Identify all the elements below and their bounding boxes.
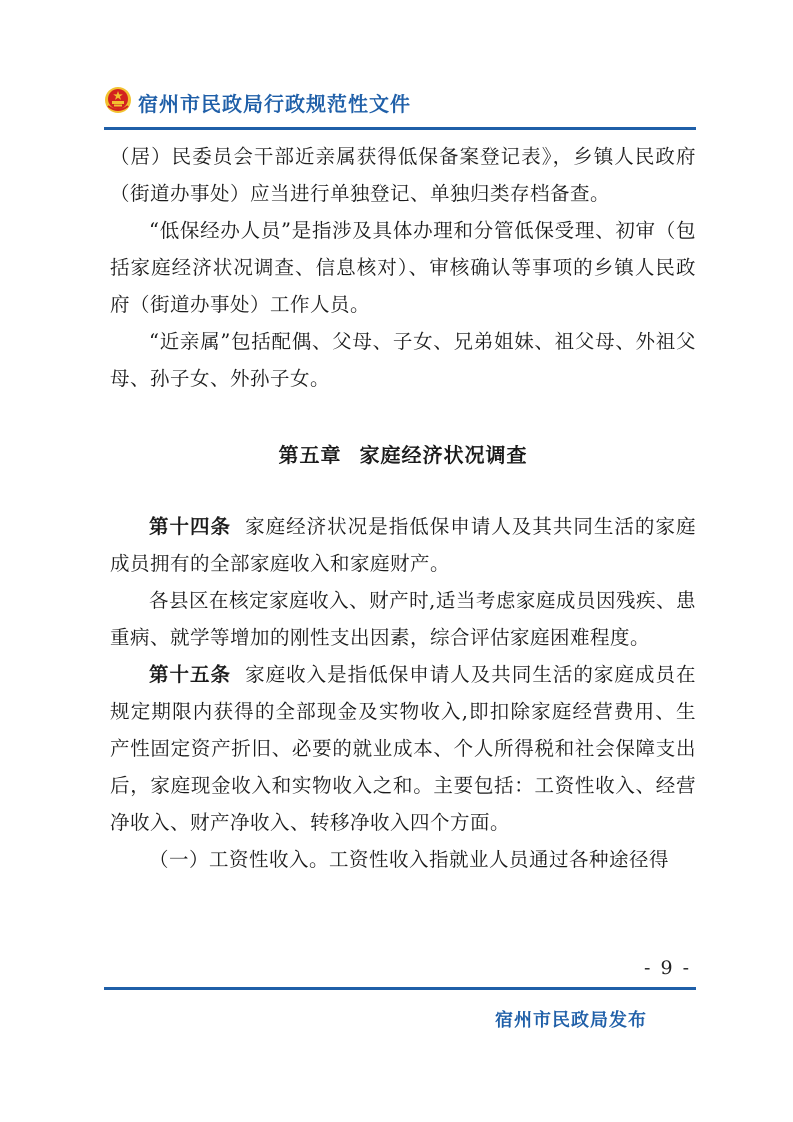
paragraph-2: “低保经办人员”是指涉及具体办理和分管低保受理、初审（包括家庭经济状况调查、信息核对）、审核确认等事项的乡镇人民政府（街道办事处）工作人员。 [110,219,696,316]
paragraph-3: “近亲属”包括配偶、父母、子女、兄弟姐妹、祖父母、外祖父母、孙子女、外孙子女。 [110,330,696,390]
page-number: - 9 - [643,957,691,979]
header-title: 宿州市民政局行政规范性文件 [138,92,411,116]
article-15-text: 家庭收入是指低保申请人及共同生活的家庭成员在规定期限内获得的全部现金及实物收入,即扣除家庭经营费用、生产性固定资产折旧、必要的就业成本、个人所得税和社会保障支出后，家庭现金收入和实物收入之和。主要包括：工资性收入、经营净收入、财产净收入、转移净收入四个方面。 [110,663,696,834]
article-15-label: 第十五条 [149,663,232,686]
paragraph-1: （居）民委员会干部近亲属获得低保备案登记表》，乡镇人民政府（街道办事处）应当进行单独登记、单独归类存档备查。 [110,145,696,205]
footer-publisher: 宿州市民政局发布 [495,1010,647,1031]
paragraph-7: （一）工资性收入。工资性收入指就业人员通过各种途径得 [149,848,670,871]
chapter-heading [110,439,696,468]
footer-divider [104,987,696,990]
header-divider [104,127,696,130]
document-header [104,80,696,124]
chapter-title: 家庭经济状况调查 [359,443,528,467]
article-15 [110,656,696,841]
national-emblem-icon [104,86,132,114]
chapter-number: 第五章 [278,443,342,467]
article-14-text: 家庭经济状况是指低保申请人及其共同生活的家庭成员拥有的全部家庭收入和家庭财产。 [110,515,696,575]
paragraph-5: 各县区在核定家庭收入、财产时,适当考虑家庭成员因残疾、患重病、就学等增加的刚性支出因素，综合评估家庭困难程度。 [110,589,696,649]
article-14-label: 第十四条 [149,515,232,538]
document-body [110,138,696,878]
article-14 [110,508,696,582]
